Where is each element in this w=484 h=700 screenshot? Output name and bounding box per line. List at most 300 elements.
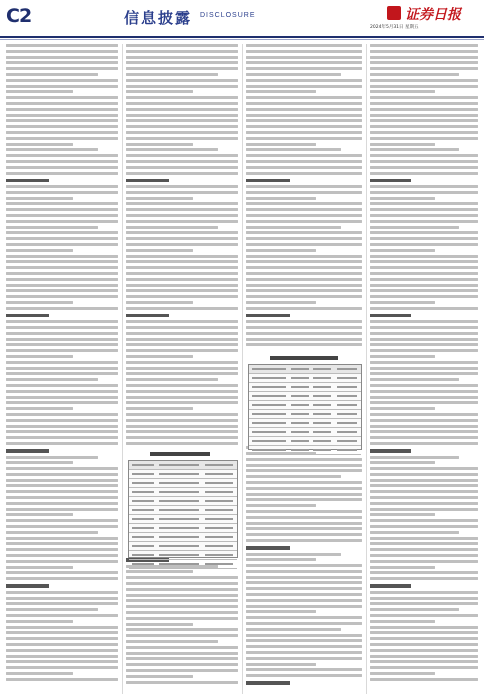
text-line <box>6 119 118 122</box>
text-line <box>6 50 118 53</box>
text-line <box>126 289 238 292</box>
table-cell <box>337 386 357 389</box>
text-line <box>6 456 98 459</box>
text-line <box>246 226 341 229</box>
text-line <box>370 114 478 117</box>
text-line <box>246 320 362 323</box>
text-line <box>370 413 478 416</box>
table-cell <box>159 500 199 503</box>
text-line <box>370 85 478 88</box>
text-line <box>246 114 362 117</box>
text-line <box>246 651 362 654</box>
text-line <box>6 355 73 358</box>
text-line <box>246 137 362 140</box>
text-line <box>246 674 362 677</box>
text-line <box>126 355 193 358</box>
table-cell <box>159 482 199 485</box>
text-line <box>6 137 118 140</box>
table-row <box>249 410 361 419</box>
text-line <box>246 284 362 287</box>
text-line <box>370 531 459 534</box>
text-line <box>370 548 478 551</box>
column-divider <box>366 44 367 694</box>
text-line <box>126 611 238 614</box>
text-line <box>6 90 73 93</box>
text-line <box>6 85 118 88</box>
text-line <box>370 143 435 146</box>
text-line <box>246 102 362 105</box>
table-cell <box>337 368 357 371</box>
text-line <box>246 143 316 146</box>
table-cell <box>337 440 357 443</box>
text-line <box>126 332 238 335</box>
text-line <box>6 467 118 470</box>
text-line <box>6 301 73 304</box>
text-line <box>246 202 362 205</box>
paragraph-heading <box>6 449 49 453</box>
table-cell <box>159 509 199 512</box>
text-line <box>246 481 362 484</box>
text-line <box>6 649 118 652</box>
text-line <box>6 202 118 205</box>
text-line <box>370 577 478 580</box>
text-line <box>370 197 435 200</box>
table-row <box>129 470 237 479</box>
text-line <box>126 197 193 200</box>
text-column-1 <box>6 44 118 683</box>
text-line <box>126 401 238 404</box>
text-line <box>246 581 362 584</box>
text-line <box>6 289 118 292</box>
paragraph-heading <box>370 449 411 453</box>
table-row <box>129 506 237 515</box>
text-line <box>246 125 362 128</box>
text-line <box>6 496 118 499</box>
text-line <box>246 172 362 175</box>
text-line <box>370 473 478 476</box>
text-line <box>370 367 478 370</box>
text-line <box>126 214 238 217</box>
text-line <box>370 655 478 658</box>
text-line <box>246 131 362 134</box>
text-line <box>6 490 118 493</box>
text-line <box>6 430 118 433</box>
text-line <box>126 663 238 666</box>
text-line <box>370 50 478 53</box>
text-line <box>126 96 238 99</box>
table-cell <box>291 404 309 407</box>
text-line <box>370 255 478 258</box>
text-line <box>370 131 478 134</box>
text-line <box>126 85 238 88</box>
table-cell <box>291 377 309 380</box>
text-line <box>370 372 478 375</box>
text-line <box>6 436 118 439</box>
text-line <box>370 208 478 211</box>
text-line <box>126 56 238 59</box>
table-cell <box>159 491 199 494</box>
text-line <box>370 436 478 439</box>
text-line <box>370 289 478 292</box>
text-line <box>370 430 478 433</box>
text-line <box>6 143 73 146</box>
text-line <box>126 570 193 573</box>
table-cell <box>205 500 233 503</box>
text-line <box>246 469 362 472</box>
text-line <box>246 668 362 671</box>
text-line <box>370 554 478 557</box>
text-line <box>6 425 118 428</box>
text-line <box>370 479 478 482</box>
table-cell <box>252 449 286 452</box>
paragraph-heading <box>370 314 411 318</box>
text-line <box>126 272 238 275</box>
text-line <box>126 67 238 70</box>
text-line <box>6 67 118 70</box>
text-line <box>6 620 73 623</box>
text-line <box>126 90 193 93</box>
table-cell <box>159 518 199 521</box>
text-line <box>370 119 478 122</box>
table-cell <box>205 473 233 476</box>
text-line <box>126 220 238 223</box>
text-line <box>6 125 118 128</box>
table-cell <box>205 536 233 539</box>
text-line <box>6 643 118 646</box>
text-line <box>246 663 316 666</box>
text-line <box>370 125 478 128</box>
text-line <box>370 148 459 151</box>
text-line <box>6 396 118 399</box>
table-cell <box>132 563 154 566</box>
paragraph-heading <box>126 179 169 183</box>
text-line <box>6 349 118 352</box>
text-line <box>126 372 238 375</box>
text-line <box>6 502 118 505</box>
text-line <box>246 539 362 542</box>
text-line <box>370 467 478 470</box>
table-title <box>150 452 210 456</box>
table-cell <box>252 368 286 371</box>
text-line <box>6 672 73 675</box>
text-line <box>370 637 478 640</box>
table-cell <box>313 395 331 398</box>
column-divider <box>122 44 123 694</box>
text-line <box>6 185 118 188</box>
text-line <box>126 407 193 410</box>
text-line <box>126 202 238 205</box>
text-line <box>6 484 118 487</box>
text-line <box>6 631 118 634</box>
text-line <box>126 255 238 258</box>
text-line <box>370 484 478 487</box>
text-line <box>370 272 478 275</box>
text-line <box>246 56 362 59</box>
text-line <box>6 479 118 482</box>
text-line <box>246 108 362 111</box>
text-line <box>6 197 73 200</box>
text-line <box>6 96 118 99</box>
text-line <box>246 237 362 240</box>
table-cell <box>252 413 286 416</box>
text-line <box>246 301 316 304</box>
table-row <box>129 515 237 524</box>
text-line <box>246 231 362 234</box>
table-row <box>129 479 237 488</box>
text-line <box>126 266 238 269</box>
text-line <box>370 643 478 646</box>
table-cell <box>291 413 309 416</box>
text-line <box>370 73 459 76</box>
text-line <box>6 326 118 329</box>
text-line <box>6 597 118 600</box>
text-line <box>246 605 362 608</box>
paragraph-heading <box>6 179 49 183</box>
disclosure-table <box>128 460 238 558</box>
text-line <box>126 50 238 53</box>
text-line <box>6 79 118 82</box>
text-line <box>370 425 478 428</box>
table-cell <box>132 500 154 503</box>
text-line <box>370 249 435 252</box>
text-line <box>126 172 238 175</box>
text-line <box>6 413 118 416</box>
table-cell <box>132 518 154 521</box>
table-row <box>129 533 237 542</box>
text-line <box>246 260 362 263</box>
text-line <box>6 442 118 445</box>
text-line <box>126 301 193 304</box>
text-line <box>126 326 238 329</box>
text-line <box>6 560 118 563</box>
table-row <box>249 392 361 401</box>
text-line <box>126 652 238 655</box>
text-line <box>246 220 362 223</box>
page-header <box>0 0 484 38</box>
page-number: C2 <box>6 5 32 27</box>
text-line <box>126 295 238 298</box>
text-line <box>6 148 98 151</box>
text-line <box>246 96 362 99</box>
table-cell <box>205 518 233 521</box>
text-column-4 <box>370 44 478 683</box>
text-line <box>126 108 238 111</box>
text-line <box>126 343 238 346</box>
table-cell <box>337 431 357 434</box>
table-cell <box>252 377 286 380</box>
text-line <box>370 456 459 459</box>
text-line <box>370 401 478 404</box>
column-divider <box>242 44 243 694</box>
text-line <box>6 295 118 298</box>
text-line <box>6 338 118 341</box>
table-cell <box>132 509 154 512</box>
text-line <box>126 605 238 608</box>
text-line <box>246 208 362 211</box>
text-line <box>6 655 118 658</box>
text-line <box>246 634 362 637</box>
text-line <box>6 525 118 528</box>
text-line <box>246 67 362 70</box>
text-line <box>126 367 238 370</box>
text-line <box>246 332 362 335</box>
text-line <box>370 378 459 381</box>
text-line <box>370 355 435 358</box>
text-line <box>6 566 73 569</box>
text-line <box>126 628 238 631</box>
text-line <box>126 349 238 352</box>
text-line <box>126 640 218 643</box>
brand-logo-icon <box>387 6 401 20</box>
table-cell <box>132 464 154 467</box>
table-cell <box>337 377 357 380</box>
text-line <box>126 617 238 620</box>
table-cell <box>291 422 309 425</box>
text-line <box>6 154 118 157</box>
text-line <box>246 50 362 53</box>
table-row <box>129 551 237 560</box>
text-line <box>6 266 118 269</box>
text-line <box>246 295 362 298</box>
paragraph-heading <box>370 584 411 588</box>
text-line <box>246 564 362 567</box>
text-line <box>246 148 341 151</box>
text-line <box>370 566 435 569</box>
text-line <box>246 527 362 530</box>
text-line <box>370 202 478 205</box>
text-line <box>126 634 238 637</box>
text-line <box>370 44 478 47</box>
text-line <box>126 413 238 416</box>
text-line <box>370 108 478 111</box>
text-line <box>6 320 118 323</box>
text-line <box>370 419 478 422</box>
text-line <box>126 44 238 47</box>
text-line <box>370 502 478 505</box>
table-cell <box>132 482 154 485</box>
text-line <box>6 237 118 240</box>
text-line <box>370 166 478 169</box>
text-line <box>370 349 478 352</box>
text-line <box>6 666 118 669</box>
text-line <box>6 614 118 617</box>
text-line <box>246 214 362 217</box>
text-line <box>246 487 362 490</box>
text-line <box>6 361 118 364</box>
table-cell <box>159 563 199 566</box>
table-cell <box>252 404 286 407</box>
text-line <box>370 90 435 93</box>
text-line <box>246 307 362 310</box>
text-line <box>370 407 435 410</box>
text-line <box>370 185 478 188</box>
table-cell <box>252 395 286 398</box>
text-line <box>246 90 316 93</box>
text-line <box>370 496 478 499</box>
text-line <box>126 102 238 105</box>
header-rule <box>0 36 484 38</box>
text-line <box>126 320 238 323</box>
text-line <box>6 637 118 640</box>
text-line <box>370 626 478 629</box>
text-line <box>126 582 238 585</box>
table-cell <box>337 413 357 416</box>
table-cell <box>313 422 331 425</box>
text-line <box>6 367 118 370</box>
text-line <box>246 558 316 561</box>
text-line <box>126 119 238 122</box>
text-line <box>6 56 118 59</box>
text-line <box>126 226 218 229</box>
text-line <box>246 197 316 200</box>
text-line <box>6 513 73 516</box>
text-line <box>370 67 478 70</box>
text-line <box>6 678 118 681</box>
text-line <box>370 237 478 240</box>
text-line <box>6 461 73 464</box>
table-cell <box>159 473 199 476</box>
text-line <box>246 160 362 163</box>
text-line <box>6 307 118 310</box>
paragraph-heading <box>6 314 49 318</box>
table-cell <box>132 491 154 494</box>
text-line <box>246 553 341 556</box>
text-line <box>126 594 238 597</box>
text-line <box>370 461 435 464</box>
table-cell <box>132 554 154 557</box>
text-line <box>370 214 478 217</box>
text-line <box>6 249 73 252</box>
text-line <box>126 419 238 422</box>
text-line <box>126 675 193 678</box>
table-row <box>249 419 361 428</box>
text-line <box>370 525 478 528</box>
text-line <box>6 473 118 476</box>
text-line <box>370 154 478 157</box>
text-line <box>126 131 238 134</box>
text-line <box>126 191 238 194</box>
paragraph-heading <box>246 314 290 318</box>
text-line <box>126 185 238 188</box>
text-line <box>246 272 362 275</box>
text-line <box>126 208 238 211</box>
text-line <box>370 571 478 574</box>
text-line <box>126 384 238 387</box>
financial-table <box>248 364 362 450</box>
text-line <box>246 570 362 573</box>
text-line <box>6 419 118 422</box>
text-line <box>6 384 118 387</box>
text-line <box>6 114 118 117</box>
text-line <box>246 576 362 579</box>
paragraph-heading <box>370 179 411 183</box>
text-line <box>246 639 362 642</box>
table-cell <box>313 431 331 434</box>
text-line <box>126 73 218 76</box>
text-line <box>370 490 478 493</box>
text-line <box>370 560 478 563</box>
text-line <box>246 622 362 625</box>
table-cell <box>291 395 309 398</box>
text-line <box>6 519 118 522</box>
table-cell <box>205 554 233 557</box>
text-line <box>6 214 118 217</box>
text-line <box>126 425 238 428</box>
text-line <box>6 108 118 111</box>
text-line <box>246 522 362 525</box>
text-line <box>126 681 238 684</box>
text-line <box>126 79 238 82</box>
